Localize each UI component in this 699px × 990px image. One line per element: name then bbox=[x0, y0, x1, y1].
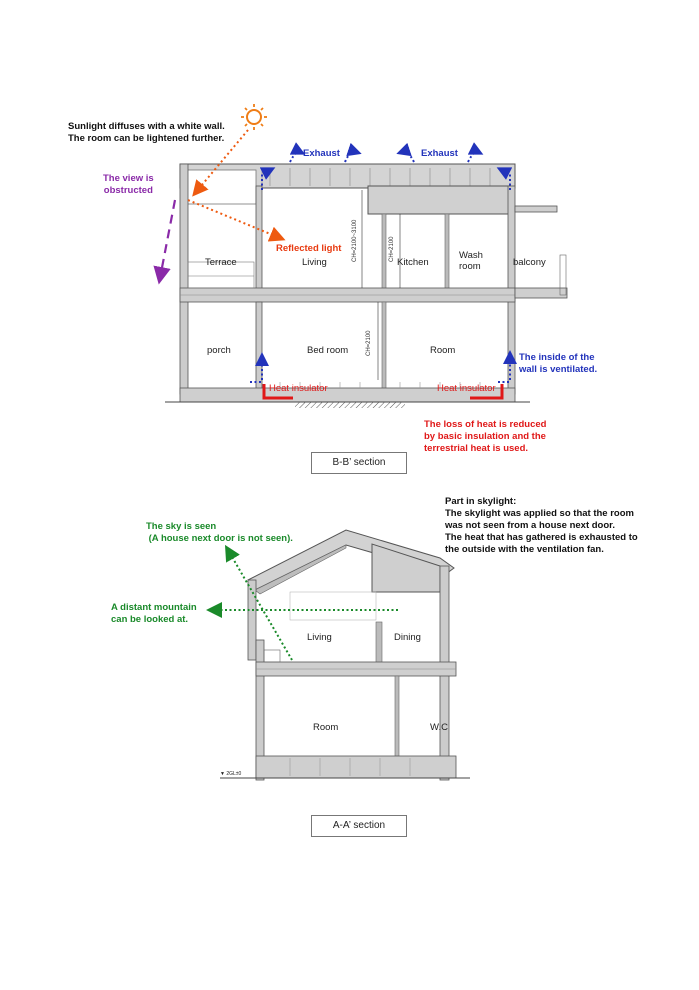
room-label-wash-line-2: room bbox=[459, 261, 481, 272]
dim-ch-living: CH=2100~3100 bbox=[352, 219, 358, 262]
room-label-kitchen: Kitchen bbox=[397, 257, 429, 268]
skylight-note bbox=[445, 496, 638, 556]
mountain-note bbox=[111, 602, 197, 626]
aa-room-label-dining: Dining bbox=[394, 632, 421, 643]
view-obstructed-note bbox=[103, 173, 154, 197]
ground-level-mark: ▼ 2GL±0 bbox=[220, 771, 242, 777]
heat-insulator-label-right: Heat insulator bbox=[437, 383, 496, 394]
sunlight-note bbox=[68, 121, 225, 145]
aa-room-label-room: Room bbox=[313, 722, 339, 733]
room-label-balcony: balcony bbox=[513, 257, 546, 268]
skylight-note-line-2: The skylight was applied so that the room bbox=[445, 508, 634, 519]
exhaust-label-right: Exhaust bbox=[421, 148, 458, 159]
aa-section-label: A-A’ section bbox=[311, 815, 407, 837]
reflected-light-arrow bbox=[188, 200, 280, 238]
ventilated-note-line-2: wall is ventilated. bbox=[519, 364, 598, 375]
view-obstructed-line-1: The view is bbox=[103, 173, 154, 184]
sunlight-note-line-1: Sunlight diffuses with a white wall. bbox=[68, 121, 225, 132]
room-label-terrace: Terrace bbox=[205, 257, 237, 268]
sky-note-line-1: The sky is seen bbox=[146, 521, 217, 532]
heat-loss-line-2: by basic insulation and the bbox=[424, 431, 546, 442]
skylight-note-line-5: the outside with the ventilation fan. bbox=[445, 544, 604, 555]
dim-ch-bedroom: CH=2100 bbox=[366, 330, 372, 356]
bb-section-label: B-B’ section bbox=[311, 452, 407, 474]
sunlight-note-line-2: The room can be lightened further. bbox=[68, 133, 225, 144]
mountain-note-line-1: A distant mountain bbox=[111, 602, 197, 613]
sky-note bbox=[146, 521, 293, 545]
room-label-room: Room bbox=[430, 345, 456, 356]
sun-icon bbox=[241, 104, 267, 130]
room-label-living: Living bbox=[302, 257, 327, 268]
aa-section-drawing bbox=[220, 530, 470, 780]
dim-ch-kitchen: CH=2100 bbox=[389, 236, 395, 262]
ventilated-note bbox=[519, 352, 597, 376]
room-label-wash-line-1: Wash bbox=[459, 250, 483, 261]
heat-loss-note bbox=[424, 419, 546, 455]
room-label-wash bbox=[459, 250, 483, 272]
aa-room-label-wc: W.C bbox=[430, 722, 448, 733]
heat-loss-line-1: The loss of heat is reduced bbox=[424, 419, 547, 430]
sky-note-line-2: (A house next door is not seen). bbox=[146, 533, 293, 544]
heat-insulator-label-left: Heat insulator bbox=[269, 383, 328, 394]
heat-loss-line-3: terrestrial heat is used. bbox=[424, 443, 529, 454]
view-obstructed-arrow bbox=[160, 200, 175, 278]
reflected-light-label: Reflected light bbox=[276, 243, 342, 254]
room-label-porch: porch bbox=[207, 345, 231, 356]
mountain-note-line-2: can be looked at. bbox=[111, 614, 189, 625]
room-label-bedroom: Bed room bbox=[307, 345, 349, 356]
skylight-note-line-3: was not seen from a house next door. bbox=[445, 520, 615, 531]
view-obstructed-line-2: obstructed bbox=[103, 185, 153, 196]
exhaust-label-left: Exhaust bbox=[303, 148, 340, 159]
skylight-note-line-1: Part in skylight: bbox=[445, 496, 517, 507]
ventilated-note-line-1: The inside of the bbox=[519, 352, 595, 363]
skylight-note-line-4: The heat that has gathered is exhausted to bbox=[445, 532, 638, 543]
bb-section-drawing bbox=[165, 164, 567, 408]
aa-room-label-living: Living bbox=[307, 632, 332, 643]
